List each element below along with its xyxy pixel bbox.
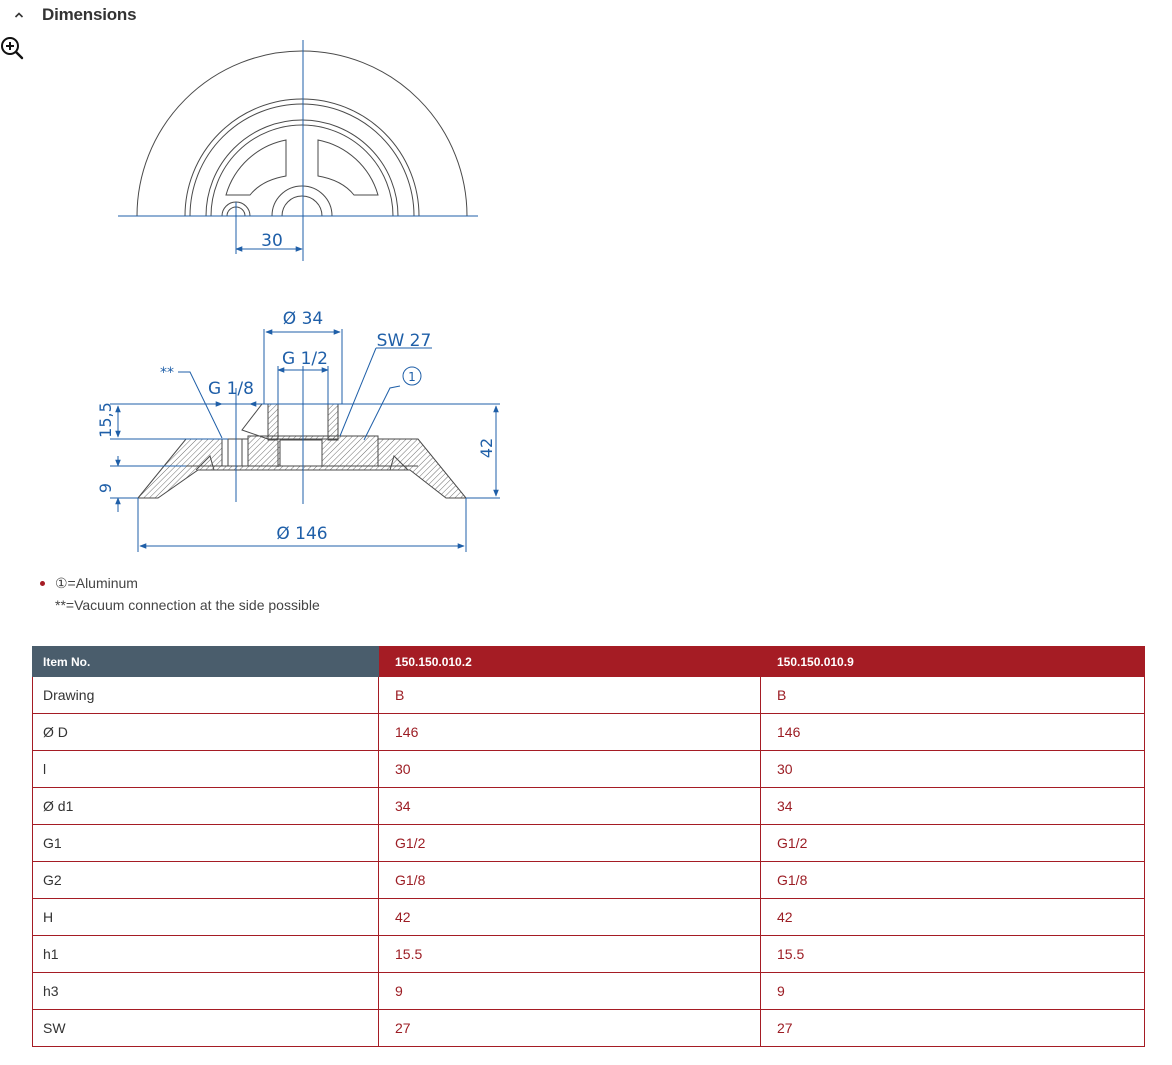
table-row bbox=[33, 677, 1145, 714]
dim-label-note-marker: ** bbox=[160, 365, 174, 381]
cell-value: B bbox=[761, 677, 1145, 714]
table-row bbox=[33, 936, 1145, 973]
row-label: H bbox=[33, 899, 379, 936]
dim-label-g1: G 1/2 bbox=[282, 349, 328, 369]
note-vacuum-connection: **=Vacuum connection at the side possible bbox=[55, 597, 320, 613]
row-label: h3 bbox=[33, 973, 379, 1010]
cell-value: 42 bbox=[761, 899, 1145, 936]
cell-value: 34 bbox=[761, 788, 1145, 825]
cell-value: 27 bbox=[761, 1010, 1145, 1047]
cell-value: 9 bbox=[379, 973, 761, 1010]
table-row bbox=[33, 1010, 1145, 1047]
cell-value: 146 bbox=[761, 714, 1145, 751]
dim-label-d1: Ø 34 bbox=[282, 309, 324, 329]
dimension-drawing bbox=[0, 36, 600, 576]
zoom-in-icon[interactable] bbox=[0, 36, 24, 60]
cell-value: 146 bbox=[379, 714, 761, 751]
row-label: Drawing bbox=[33, 677, 379, 714]
dim-label-h1: 15,5 bbox=[96, 402, 115, 438]
top-view bbox=[137, 51, 467, 216]
header-item-no: Item No. bbox=[33, 647, 379, 677]
table-header-row bbox=[33, 647, 1145, 677]
table-row bbox=[33, 788, 1145, 825]
material-marker bbox=[403, 367, 421, 385]
table-row bbox=[33, 825, 1145, 862]
row-label: G2 bbox=[33, 862, 379, 899]
table-row bbox=[33, 714, 1145, 751]
dim-label-l: 30 bbox=[261, 231, 283, 251]
header-item-1: 150.150.010.2 bbox=[379, 647, 761, 677]
note-aluminum: ①=Aluminum bbox=[55, 575, 138, 591]
top-view-centerlines bbox=[118, 40, 478, 261]
material-marker-label: 1 bbox=[408, 370, 416, 384]
cell-value: 27 bbox=[379, 1010, 761, 1047]
row-label: G1 bbox=[33, 825, 379, 862]
dim-label-g2: G 1/8 bbox=[208, 379, 254, 399]
table-row bbox=[33, 751, 1145, 788]
cell-value: 15.5 bbox=[761, 936, 1145, 973]
cell-value: 34 bbox=[379, 788, 761, 825]
dim-label-sw: SW 27 bbox=[376, 331, 432, 351]
row-label: l bbox=[33, 751, 379, 788]
header-item-2: 150.150.010.9 bbox=[761, 647, 1145, 677]
bullet-icon bbox=[40, 581, 45, 586]
notes-list bbox=[40, 572, 320, 616]
dim-label-d: Ø 146 bbox=[276, 524, 328, 544]
technical-drawing-svg bbox=[0, 36, 600, 576]
section-header[interactable] bbox=[0, 0, 1172, 32]
section-title: Dimensions bbox=[42, 5, 137, 24]
note-item bbox=[40, 594, 320, 616]
row-label: Ø d1 bbox=[33, 788, 379, 825]
section-view bbox=[138, 404, 466, 498]
cell-value: 9 bbox=[761, 973, 1145, 1010]
chevron-up-icon[interactable] bbox=[12, 8, 26, 22]
cell-value: 30 bbox=[761, 751, 1145, 788]
row-label: h1 bbox=[33, 936, 379, 973]
table-row bbox=[33, 973, 1145, 1010]
note-item bbox=[40, 572, 320, 594]
table-row bbox=[33, 862, 1145, 899]
cell-value: 30 bbox=[379, 751, 761, 788]
cell-value: 15.5 bbox=[379, 936, 761, 973]
table-row bbox=[33, 899, 1145, 936]
cell-value: G1/2 bbox=[379, 825, 761, 862]
cell-value: 42 bbox=[379, 899, 761, 936]
cell-value: G1/8 bbox=[379, 862, 761, 899]
dim-label-h3: 9 bbox=[96, 482, 115, 494]
cell-value: G1/2 bbox=[761, 825, 1145, 862]
row-label: Ø D bbox=[33, 714, 379, 751]
row-label: SW bbox=[33, 1010, 379, 1047]
dim-label-h: 42 bbox=[477, 437, 496, 459]
cell-value: B bbox=[379, 677, 761, 714]
specs-table bbox=[32, 646, 1145, 1047]
cell-value: G1/8 bbox=[761, 862, 1145, 899]
